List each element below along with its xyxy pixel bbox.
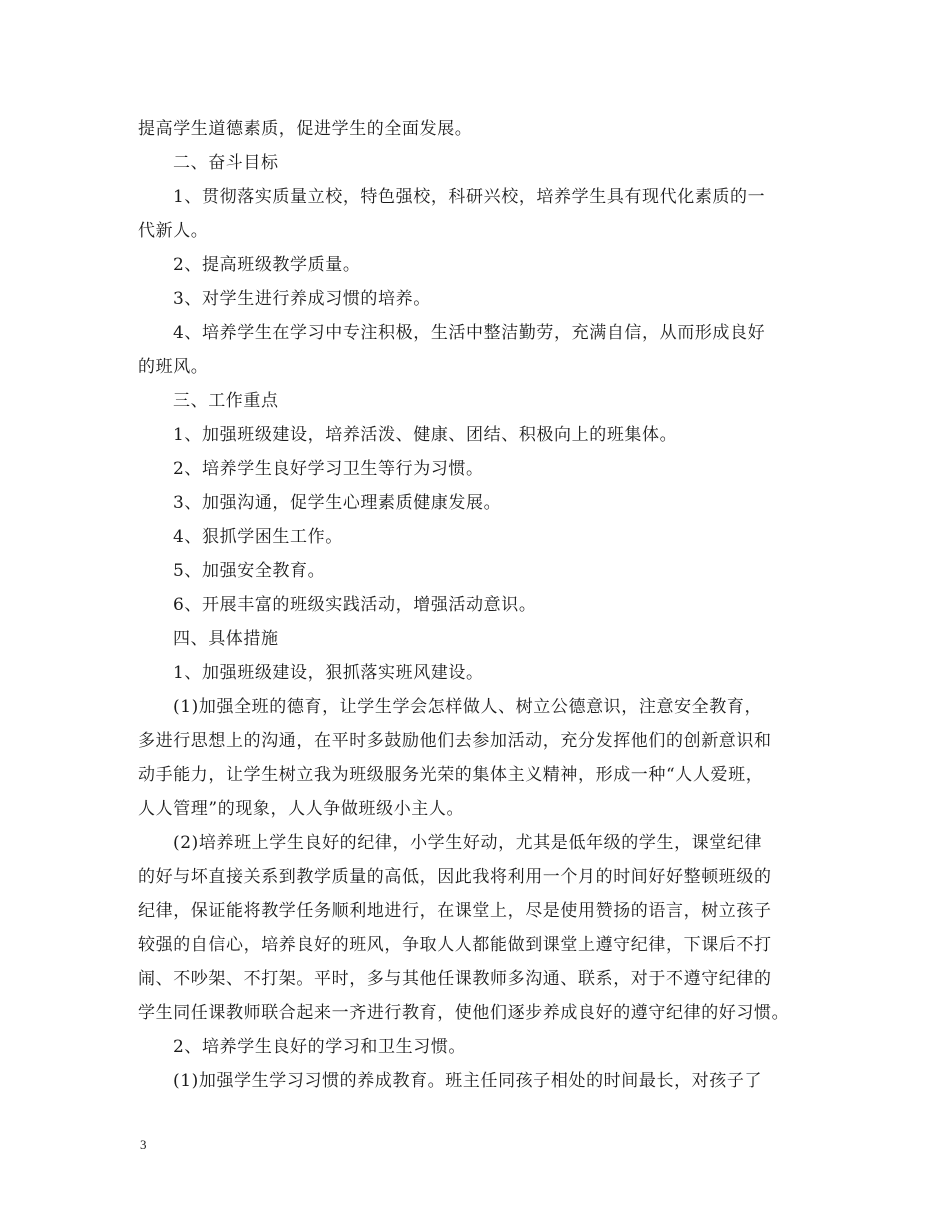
text-line: 动手能力，让学生树立我为班级服务光荣的集体主义精神，形成一种“人人爱班， xyxy=(138,765,764,785)
text-line: 的好与坏直接关系到教学质量的高低，因此我将利用一个月的时间好好整顿班级的 xyxy=(138,867,772,887)
text-line: 4、培养学生在学习中专注积极，生活中整洁勤劳，充满自信，从而形成良好 xyxy=(173,323,766,343)
text-line: 3、对学生进行养成习惯的培养。 xyxy=(173,289,431,309)
text-line: 二、奋斗目标 xyxy=(173,153,279,173)
text-line: 三、工作重点 xyxy=(173,391,279,411)
text-line: 2、培养学生良好学习卫生等行为习惯。 xyxy=(173,459,484,479)
text-line: (1)加强全班的德育，让学生学会怎样做人、树立公德意识，注意安全教育， xyxy=(173,697,763,717)
text-line: 2、培养学生良好的学习和卫生习惯。 xyxy=(173,1037,467,1057)
text-line: 提高学生道德素质，促进学生的全面发展。 xyxy=(138,119,473,139)
text-line: 纪律，保证能将教学任务顺利地进行，在课堂上，尽是使用赞扬的语言，树立孩子 xyxy=(138,901,772,921)
text-line: 4、狠抓学困生工作。 xyxy=(173,527,343,547)
text-line: (2)培养班上学生良好的纪律，小学生好动，尤其是低年级的学生，课堂纪律 xyxy=(173,833,763,853)
text-line: (1)加强学生学习习惯的养成教育。班主任同孩子相处的时间最长，对孩子了 xyxy=(173,1071,763,1091)
text-line: 闹、不吵架、不打架。平时，多与其他任课教师多沟通、联系，对于不遵守纪律的 xyxy=(138,969,772,989)
text-line: 的班风。 xyxy=(138,357,209,377)
text-line: 6、开展丰富的班级实践活动，增强活动意识。 xyxy=(173,595,537,615)
text-line: 学生同任课教师联合起来一齐进行教育，使他们逐步养成良好的遵守纪律的好习惯。 xyxy=(138,1003,790,1023)
text-line: 1、加强班级建设，狠抓落实班风建设。 xyxy=(173,663,484,683)
text-line: 四、具体措施 xyxy=(173,629,279,649)
text-line: 多进行思想上的沟通，在平时多鼓励他们去参加活动，充分发挥他们的创新意识和 xyxy=(138,731,772,751)
text-line: 3、加强沟通，促学生心理素质健康发展。 xyxy=(173,493,502,513)
page-number: 3 xyxy=(140,1137,147,1152)
text-line: 代新人。 xyxy=(138,221,209,241)
text-line: 1、加强班级建设，培养活泼、健康、团结、积极向上的班集体。 xyxy=(173,425,678,445)
text-line: 较强的自信心，培养良好的班风，争取人人都能做到课堂上遵守纪律，下课后不打 xyxy=(138,935,772,955)
text-line: 2、提高班级教学质量。 xyxy=(173,255,361,275)
text-line: 人人管理”的现象，人人争做班级小主人。 xyxy=(138,799,465,819)
text-line: 1、贯彻落实质量立校，特色强校，科研兴校，培养学生具有现代化素质的一 xyxy=(173,187,766,207)
document-body xyxy=(138,112,820,1098)
text-line: 5、加强安全教育。 xyxy=(173,561,326,581)
